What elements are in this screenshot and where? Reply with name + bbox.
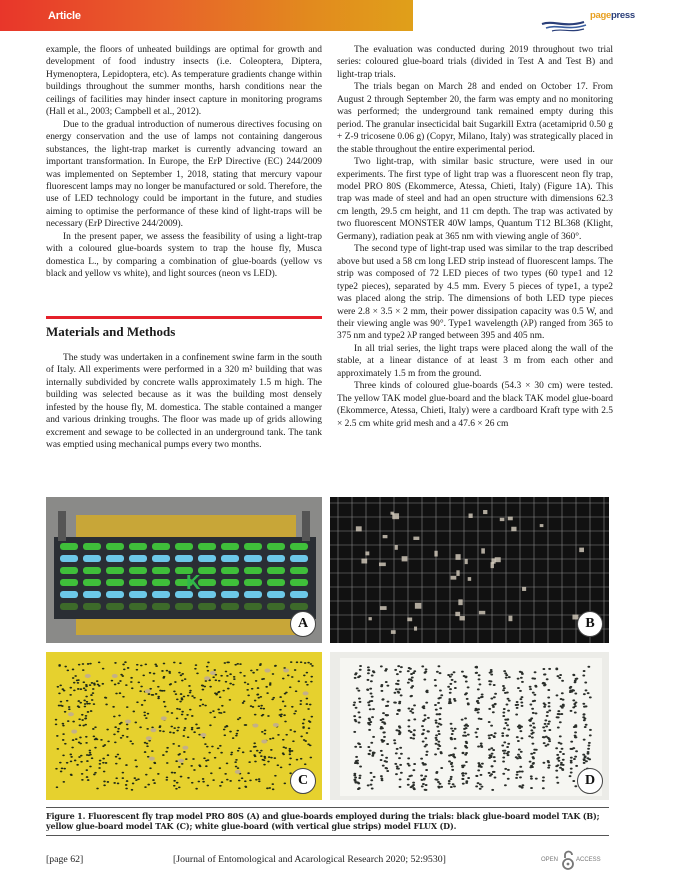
paragraph: In the present paper, we assess the feasibility of using a light-trap with a coloured glue-boards system to trap the house fly, Musca domestica L., by comparing a combination of glue-boards (yellow vs black and yellow vs white), and light sources (neon vs LED). — [46, 231, 322, 280]
trap-slot — [83, 543, 101, 550]
fly-trap-image — [46, 497, 322, 643]
trap-slot — [129, 603, 147, 610]
trap-slot — [290, 603, 308, 610]
trap-slot — [244, 603, 262, 610]
trap-slot — [244, 543, 262, 550]
figure-panel-b — [330, 497, 609, 643]
paragraph: Three kinds of coloured glue-boards (54.3 × 30 cm) were tested. The yellow TAK model glue-board and the black TAK model glue-board (Ekommerce, Atessa, Chieti, Italy) were a cardboard Kraft type with 2.5 × 2.5 cm white grid mesh and a 47.6 × 26 cm — [337, 381, 613, 429]
left-column — [46, 44, 322, 281]
trap-slot — [60, 567, 78, 574]
panel-label-a: A — [290, 611, 316, 637]
trap-slot — [129, 555, 147, 562]
trap-slot — [267, 591, 285, 598]
paragraph: In all trial series, the light traps were placed along the wall of the stable, at a linear distance of at least 3 m from each other and approximately 1.5 m from the ground. — [337, 343, 613, 379]
trap-slot — [198, 579, 216, 586]
trap-slot — [60, 603, 78, 610]
section-title: Materials and Methods — [46, 324, 176, 339]
trap-slot — [60, 579, 78, 586]
trap-slot — [221, 567, 239, 574]
trap-slot — [198, 567, 216, 574]
trap-slot — [106, 579, 124, 586]
figure-panel-a — [46, 497, 322, 643]
paragraph: Due to the gradual introduction of numerous directives focusing on energy conservation and the use of lamps not containing dangerous substances, the light-trap market is currently advancing toward an important transformation. In Europe, the ErP Directive (EC) 244/2009 was implemented on September 1, 2018, stating that mercury vapour fluorescent lamps may no longer be manufactured or sold. Therefore, the use of LED technology could be important in the future, and studies aiming to optimise the performance of these kind of light-traps will be necessary (ErP Directive 244/2009). — [46, 119, 322, 230]
logo-text-page: page — [590, 10, 611, 21]
trap-slot — [267, 543, 285, 550]
journal-citation: [Journal of Entomological and Acarological Research 2020; 52:9530] — [173, 854, 446, 865]
trap-slot — [152, 579, 170, 586]
trap-slot — [244, 555, 262, 562]
caption-rule-bottom — [46, 835, 609, 836]
trap-slot — [244, 567, 262, 574]
trap-slot — [129, 567, 147, 574]
trap-slot — [175, 543, 193, 550]
trap-slot — [106, 543, 124, 550]
materials-methods-text — [46, 352, 322, 452]
trap-slot — [129, 591, 147, 598]
trap-slot — [290, 543, 308, 550]
trap-slot — [106, 591, 124, 598]
trap-slot — [244, 579, 262, 586]
trap-slot — [83, 579, 101, 586]
trap-slot — [290, 591, 308, 598]
trap-slot — [221, 543, 239, 550]
paragraph: Two light-trap, with similar basic structure, were used in our experiments. The first type of light trap was a fluorescent neon fly trap, model PRO 80S (Ekommerce, Atessa, Chieti, Italy) (Figure 1A). This trap was made of steel and had an open structure with dimensions 62.3 cm length, 29.5 cm height, and 11 cm depth. The trap was activated by two fluorescent MONSTER 40W lamps, Quantum T12 BL368 (Klight, Germany), radiation peak at 365 nm with viewing angle of 360°. — [337, 157, 613, 242]
page-number: [page 62] — [46, 854, 84, 865]
trap-slot — [175, 603, 193, 610]
trap-slot — [129, 543, 147, 550]
section-label: Article — [48, 10, 81, 22]
open-access-label-access: ACCESS — [576, 857, 601, 863]
trap-slot — [244, 591, 262, 598]
trap-slot — [129, 579, 147, 586]
trap-slot — [83, 555, 101, 562]
trap-slot — [198, 543, 216, 550]
trap-slot — [267, 579, 285, 586]
panel-label-b: B — [577, 611, 603, 637]
panel-label-c: C — [290, 768, 316, 794]
trap-slot — [106, 555, 124, 562]
trap-slot — [152, 543, 170, 550]
trap-slot — [290, 567, 308, 574]
figure-caption: Figure 1. Fluorescent fly trap model PRO 80S (A) and glue-boards employed during the trials: black glue-board model TAK (B); yellow glue-board model TAK (C); white glue-board (with vertical glue strips) model FLUX (D). — [46, 811, 600, 831]
trap-slot — [221, 555, 239, 562]
yellow-glue-board-image — [46, 652, 322, 800]
trap-slot — [83, 567, 101, 574]
white-glue-board-image — [330, 652, 609, 800]
trap-slot — [175, 555, 193, 562]
trap-slot — [198, 603, 216, 610]
paragraph: The evaluation was conducted during 2019 throughout two trial series: coloured glue-board trials (divided in Test A and Test B) and light-trap trials. — [337, 45, 613, 80]
caption-rule-top — [46, 807, 609, 808]
trap-slot — [152, 567, 170, 574]
paragraph: The second type of light-trap used was similar to the trap described above but used a 58 cm long LED strip instead of fluorescent lamps. The strip was composed of 72 LED pieces of two types (60 type1 and 12 type2 pieces), separated by 4.5 mm. Every 5 pieces of type1, a type2 was placed along the strip. The dimensions of both LED type pieces were 2.8 × 3.5 × 2 mm, their power dissipation capacity was 0.5 W, and their viewing angle was 90°. Type1 wavelength (λP) ranged from 365 to 375 nm and type2 λP ranged between 395 and 405 nm. — [337, 244, 613, 342]
trap-slot — [267, 567, 285, 574]
paragraph: example, the floors of unheated buildings are optimal for growth and development of food industry insects (i.e. Coleoptera, Diptera, Hymenoptera, Lepidoptera, etc). As temperature gradients change within buildings throughout the summer months, harsh conditions near the ceilings of facilities may hinder insect capture in monitoring programs (Hall et al., 2003; Campbell et al., 2012). — [46, 45, 322, 118]
open-access-badge[interactable] — [541, 849, 621, 871]
panel-label-d: D — [577, 768, 603, 794]
trap-slot — [152, 591, 170, 598]
trap-slot — [267, 603, 285, 610]
trap-slot — [221, 579, 239, 586]
paragraph: The study was undertaken in a confinement swine farm in the south of Italy. All experiments were performed in a 320 m² building that was internally subdivided by concrete walls approximately 1.5 m high. The building was selected because as it was the building most densely infested by the house fly, M. domestica. The stable contained a manger and various drinking troughs. The floor was made up of grids allowing excrement and sewage to be collected in an underground tank. The tank was emptied using mechanical pumps every two months. — [46, 353, 322, 451]
header-bar — [0, 0, 413, 31]
trap-slot — [106, 603, 124, 610]
trap-slot — [198, 555, 216, 562]
trap-slot — [152, 603, 170, 610]
paragraph: The trials began on March 28 and ended on October 17. From August 2 through September 20, the farm was empty and no monitoring was performed; the underground tank remained empty during this period. The granular insecticidal bait Sugarkill Extra (acetamiprid 0.50 g + Z-9 tricosene 0.06 g) (Copyr, Milano, Italy) was strategically placed in the stable throughout the entire experimental period. — [337, 82, 613, 155]
figure-panel-d — [330, 652, 609, 800]
logo-text-press: press — [610, 10, 635, 21]
trap-slot — [83, 591, 101, 598]
trap-slot — [290, 555, 308, 562]
trap-slot — [60, 555, 78, 562]
trap-slot — [83, 603, 101, 610]
figure-panel-c — [46, 652, 322, 800]
trap-slot — [221, 603, 239, 610]
trap-slot — [152, 555, 170, 562]
trap-slot — [267, 555, 285, 562]
open-lock-icon — [561, 849, 575, 871]
trap-slot — [60, 591, 78, 598]
right-column — [337, 44, 613, 430]
trap-logo-letter: K — [186, 572, 201, 594]
trap-slot — [106, 567, 124, 574]
trap-slot — [60, 543, 78, 550]
trap-slot — [221, 591, 239, 598]
trap-slot — [290, 579, 308, 586]
open-access-label-open: OPEN — [541, 857, 559, 863]
trap-slot — [198, 591, 216, 598]
black-glue-board-image — [330, 497, 609, 643]
section-divider — [46, 316, 322, 319]
publisher-logo[interactable] — [590, 10, 635, 21]
